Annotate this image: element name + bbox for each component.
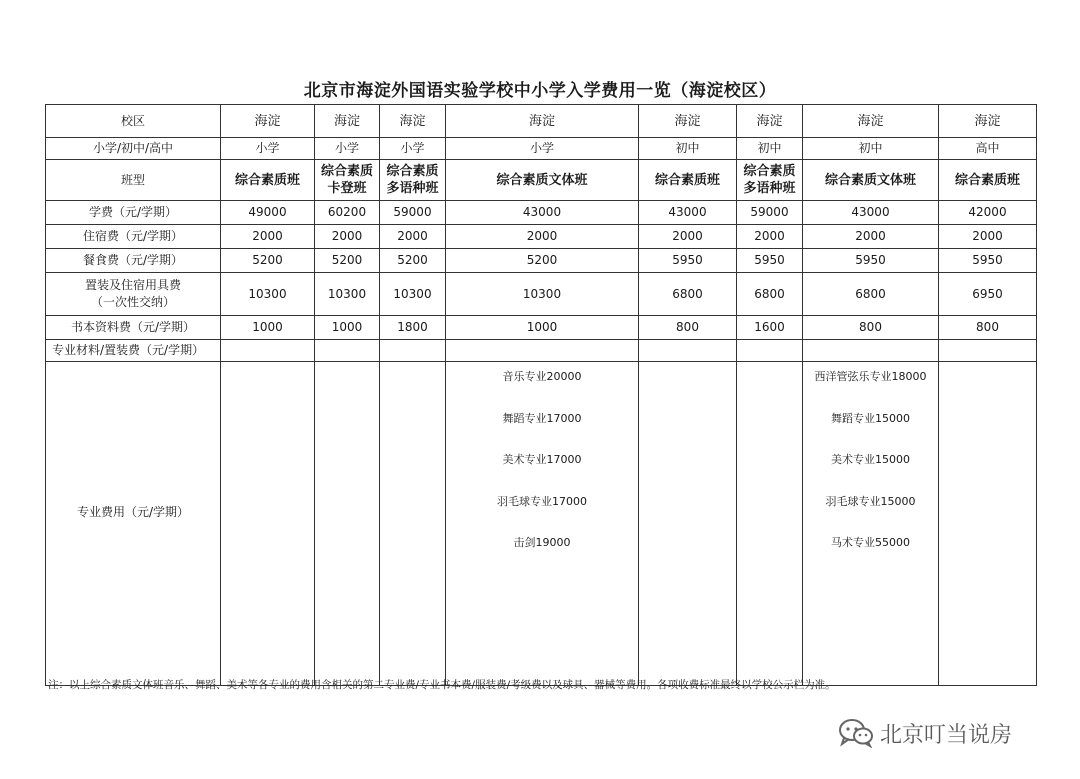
class-type-line1: 综合素质班 bbox=[234, 172, 300, 188]
campus-row bbox=[46, 105, 1037, 138]
table-cell: 2000 bbox=[639, 225, 737, 249]
table-cell bbox=[639, 340, 737, 362]
row-label-line: 置装及住宿用具费 bbox=[84, 278, 181, 292]
footnote: 注：以上综合素质文体班音乐、舞蹈、美术等各专业的费用含相关的第二专业费/专业书本费/服装费/考级费以及球具、器械等费用。各项收费标准最终以学校公示栏为准。 bbox=[48, 679, 836, 691]
table-cell: 2000 bbox=[315, 225, 380, 249]
books-row bbox=[46, 316, 1037, 340]
table-cell: 海淀 bbox=[221, 105, 315, 138]
specialty-item: 音乐专业20000 bbox=[502, 370, 582, 383]
row-label: 专业费用（元/学期） bbox=[46, 362, 221, 686]
specialty-row bbox=[46, 362, 1037, 686]
table-cell: 2000 bbox=[737, 225, 803, 249]
row-label: 小学/初中/高中 bbox=[46, 138, 221, 160]
class-type-cell bbox=[221, 160, 315, 201]
table-cell: 10300 bbox=[380, 273, 446, 316]
material-row bbox=[46, 340, 1037, 362]
class-type-cell bbox=[803, 160, 939, 201]
specialty-cell bbox=[221, 362, 315, 686]
table-cell: 6950 bbox=[939, 273, 1037, 316]
specialty-cell bbox=[639, 362, 737, 686]
row-label: 书本资料费（元/学期） bbox=[46, 316, 221, 340]
table-cell: 海淀 bbox=[639, 105, 737, 138]
table-cell: 5950 bbox=[639, 249, 737, 273]
class-type-line1: 综合素质 bbox=[743, 164, 796, 179]
class-type-cell bbox=[737, 160, 803, 201]
class-type-line1: 综合素质 bbox=[386, 164, 439, 179]
table-cell: 小学 bbox=[380, 138, 446, 160]
table-cell: 海淀 bbox=[939, 105, 1037, 138]
specialty-item: 羽毛球专业17000 bbox=[497, 494, 587, 508]
wechat-icon bbox=[838, 718, 874, 748]
table-cell: 59000 bbox=[737, 201, 803, 225]
meal-row bbox=[46, 249, 1037, 273]
specialty-cell bbox=[380, 362, 446, 686]
row-label: 餐食费（元/学期） bbox=[46, 249, 221, 273]
table-cell: 1000 bbox=[446, 316, 639, 340]
class-type-cell bbox=[939, 160, 1037, 201]
table-cell: 小学 bbox=[446, 138, 639, 160]
table-cell: 小学 bbox=[221, 138, 315, 160]
table-cell: 高中 bbox=[939, 138, 1037, 160]
table-cell: 2000 bbox=[803, 225, 939, 249]
specialty-item: 击剑19000 bbox=[513, 536, 571, 549]
class-type-row bbox=[46, 160, 1037, 201]
specialty-cell bbox=[446, 362, 639, 686]
class-type-line2: 多语种班 bbox=[386, 181, 439, 196]
specialty-cell bbox=[939, 362, 1037, 686]
class-type-line1: 综合素质班 bbox=[654, 172, 720, 188]
specialty-item: 美术专业17000 bbox=[502, 453, 582, 466]
boarding-row bbox=[46, 225, 1037, 249]
table-cell: 59000 bbox=[380, 201, 446, 225]
level-row bbox=[46, 138, 1037, 160]
table-cell: 42000 bbox=[939, 201, 1037, 225]
tuition-row bbox=[46, 201, 1037, 225]
table-cell: 6800 bbox=[737, 273, 803, 316]
table-cell: 1000 bbox=[221, 316, 315, 340]
uniform-row bbox=[46, 273, 1037, 316]
class-type-line1: 综合素质班 bbox=[954, 172, 1020, 188]
table-cell: 800 bbox=[803, 316, 939, 340]
table-cell: 6800 bbox=[639, 273, 737, 316]
row-label: 校区 bbox=[46, 105, 221, 138]
table-cell: 海淀 bbox=[737, 105, 803, 138]
row-label: 班型 bbox=[46, 160, 221, 201]
watermark-text: 北京叮当说房 bbox=[880, 722, 1013, 748]
fee-table bbox=[45, 104, 1037, 686]
table-cell: 5950 bbox=[737, 249, 803, 273]
table-cell: 6800 bbox=[803, 273, 939, 316]
table-cell: 5200 bbox=[446, 249, 639, 273]
row-label bbox=[46, 273, 221, 316]
table-cell: 海淀 bbox=[315, 105, 380, 138]
table-cell: 2000 bbox=[446, 225, 639, 249]
table-cell: 2000 bbox=[939, 225, 1037, 249]
table-cell: 60200 bbox=[315, 201, 380, 225]
table-cell: 海淀 bbox=[380, 105, 446, 138]
table-cell: 43000 bbox=[446, 201, 639, 225]
table-cell: 49000 bbox=[221, 201, 315, 225]
table-cell: 43000 bbox=[639, 201, 737, 225]
table-cell bbox=[315, 340, 380, 362]
class-type-line2: 多语种班 bbox=[743, 181, 796, 196]
class-type-line1: 综合素质文体班 bbox=[824, 172, 916, 188]
table-cell bbox=[446, 340, 639, 362]
row-label: 专业材料/置装费（元/学期） bbox=[46, 340, 221, 362]
table-cell: 800 bbox=[939, 316, 1037, 340]
specialty-item: 舞蹈专业15000 bbox=[831, 411, 910, 425]
class-type-cell bbox=[380, 160, 446, 201]
specialty-cell bbox=[803, 362, 939, 686]
table-cell bbox=[803, 340, 939, 362]
table-cell: 5200 bbox=[221, 249, 315, 273]
table-cell: 2000 bbox=[221, 225, 315, 249]
class-type-line1: 综合素质文体班 bbox=[496, 172, 588, 188]
class-type-cell bbox=[446, 160, 639, 201]
table-cell: 海淀 bbox=[446, 105, 639, 138]
table-cell: 5200 bbox=[380, 249, 446, 273]
table-cell: 5200 bbox=[315, 249, 380, 273]
table-cell: 10300 bbox=[315, 273, 380, 316]
page-title: 北京市海淀外国语实验学校中小学入学费用一览（海淀校区） bbox=[303, 81, 777, 101]
table-cell: 5950 bbox=[803, 249, 939, 273]
table-cell: 800 bbox=[639, 316, 737, 340]
row-label-line: （一次性交纳） bbox=[90, 295, 175, 309]
table-cell: 初中 bbox=[639, 138, 737, 160]
table-cell bbox=[380, 340, 446, 362]
table-cell: 初中 bbox=[737, 138, 803, 160]
specialty-cell bbox=[737, 362, 803, 686]
table-cell: 小学 bbox=[315, 138, 380, 160]
table-cell: 10300 bbox=[221, 273, 315, 316]
class-type-line1: 综合素质 bbox=[320, 164, 373, 179]
table-cell: 1800 bbox=[380, 316, 446, 340]
table-cell: 5950 bbox=[939, 249, 1037, 273]
class-type-cell bbox=[315, 160, 380, 201]
specialty-item: 西洋管弦乐专业18000 bbox=[814, 370, 927, 383]
row-label: 住宿费（元/学期） bbox=[46, 225, 221, 249]
specialty-item: 舞蹈专业17000 bbox=[502, 411, 582, 425]
specialty-item: 羽毛球专业15000 bbox=[825, 494, 916, 508]
table-cell: 初中 bbox=[803, 138, 939, 160]
table-cell: 43000 bbox=[803, 201, 939, 225]
watermark bbox=[838, 716, 1012, 750]
table-cell: 1600 bbox=[737, 316, 803, 340]
specialty-item: 马术专业55000 bbox=[831, 536, 910, 549]
row-label: 学费（元/学期） bbox=[46, 201, 221, 225]
class-type-line2: 卡登班 bbox=[327, 181, 367, 196]
table-cell: 2000 bbox=[380, 225, 446, 249]
table-cell: 1000 bbox=[315, 316, 380, 340]
table-cell bbox=[939, 340, 1037, 362]
table-cell: 海淀 bbox=[803, 105, 939, 138]
class-type-cell bbox=[639, 160, 737, 201]
specialty-item: 美术专业15000 bbox=[831, 453, 910, 466]
specialty-cell bbox=[315, 362, 380, 686]
table-cell bbox=[737, 340, 803, 362]
table-cell bbox=[221, 340, 315, 362]
table-cell: 10300 bbox=[446, 273, 639, 316]
